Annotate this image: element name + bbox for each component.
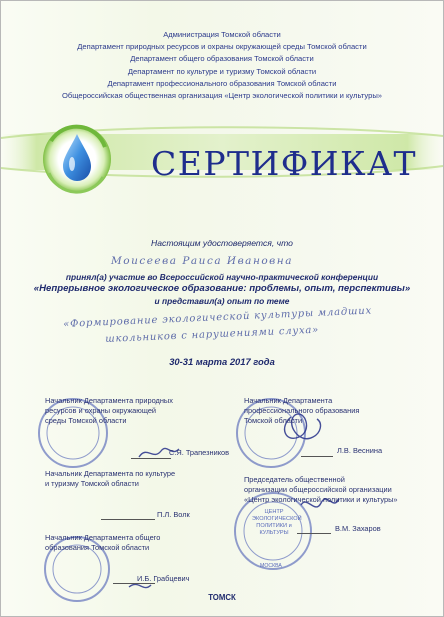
signature-line (101, 519, 155, 520)
signatory-name: С.Я. Трапезников (169, 448, 230, 457)
signature-line (131, 458, 171, 459)
signatory-title: Начальник Департамента общего образования Томской области (45, 533, 161, 552)
issuer-line: Департамент по культуре и туризму Томской области (127, 66, 317, 76)
topic-line: школьников с нарушениями слуха» (105, 324, 320, 345)
stamp-text: ЦЕНТР ЭКОЛОГИЧЕСКОЙ ПОЛИТИКИ и КУЛЬТУРЫ (252, 509, 302, 536)
participation-text: принял(а) участие во Всероссийской научно-практической конференции (65, 272, 379, 282)
issuer-line: Департамент профессионального образования Томской области (107, 78, 337, 88)
signatory-name: И.Б. Грабцевич (137, 574, 190, 583)
signatory-title: Начальник Департамента профессионального образования Томской области (244, 396, 360, 425)
signatory-name: П.Л. Волк (157, 510, 190, 519)
issuer-line: Департамент общего образования Томской области (130, 54, 314, 64)
stamp-city: МОСКВА (260, 563, 282, 569)
issuer-line: Департамент природных ресурсов и охраны окружающей среды Томской области (77, 42, 367, 52)
signatory-name: Л.В. Веснина (337, 446, 383, 455)
signatory-title: Председатель общественной организации общероссийской организации «Центр экологической политики и культуры» (244, 475, 398, 504)
conference-dates: 30-31 марта 2017 года (169, 356, 275, 367)
signatory-name: В.М. Захаров (335, 524, 381, 533)
issuer-line: Общероссийская общественная организация «Центр экологической политики и культуры» (61, 91, 383, 101)
signature-line (113, 583, 155, 584)
signature-line (301, 456, 333, 457)
signature-line (297, 533, 331, 534)
signature (129, 584, 151, 587)
certificate-title: СЕРТИФИКАТ (151, 144, 418, 183)
recipient-name: Моисеева Раиса Ивановна (111, 255, 293, 267)
conference-title: «Непрерывное экологическое образование: проблемы, опыт, перспективы» (33, 283, 411, 294)
issuer-line: Администрация Томской области (163, 30, 281, 39)
footer-city: ТОМСК (208, 593, 236, 602)
topic-line: «Формирование экологической культуры младших (63, 305, 373, 330)
signatory-title: Начальник Департамента по культуре и туризму Томской области (45, 469, 176, 488)
intro-text: Настоящим удостоверяется, что (151, 238, 293, 248)
presented-text: и представил(а) опыт по теме (154, 296, 290, 306)
signatory-title: Начальник Департамента природных ресурсов и охраны окружающей среды Томской области (45, 396, 173, 425)
